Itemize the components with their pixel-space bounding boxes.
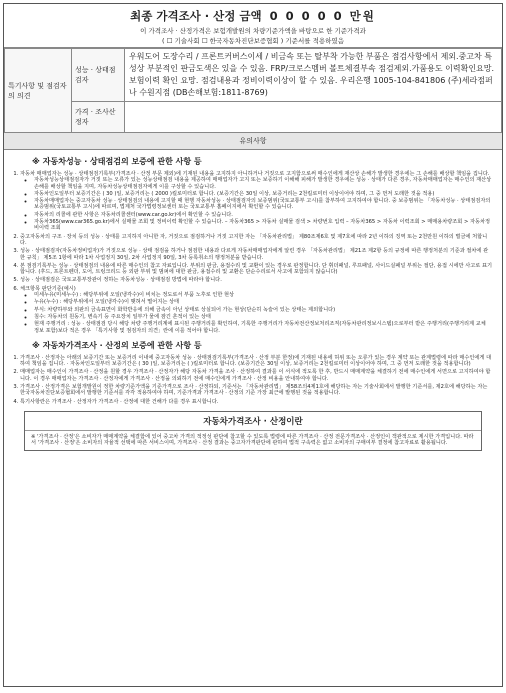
section2-title: ※ 자동차가격조사 · 산정의 보증에 관한 사항 등 [32,340,202,350]
section1-list [4,171,502,334]
section2-item: 2. 매매업자는 매수인이 가격조사 · 산정을 원할 경우 가격조사 · 산정자가 해당 자동차 가격을 조사 · 산정하여 결과를 이 서식에 적도록 한 후, 반드시 매매계약을 체결하기 전에 매수인에게 서면으로 고지하여야 합니다. 이 경우 매매업자는 가격조사 · 산정자에게 가격조사 · 산정을 의뢰하기 전에 매수인에게 가격조사 · 산정 비용을 안내하여야 합니다. [20,369,492,382]
section1-item [20,263,492,276]
opinion-label: 특기사항 및 점검자의 의견 [5,49,72,133]
section1-subitem: ◦ 누유(누수) : 해당부위에서 오일(냉각수)이 맺혀서 떨어지는 상태 [34,299,492,305]
section1-item-text: 3. 성능 · 상태점검자(자동차정비업자)가 거짓으로 성능 · 상태 점검을 하거나 점검한 내용과 다르게 자동차매매업자에게 알린 경우 「자동차관리법」 제21조 제2항 등의 규정에 따른 행정처분의 기준과 절차에 관한 규칙」 제5조 1항에 따라 1차 사업정지 30일, 2차 사업정지 90일, 3차 등록취소의 행정처분을 받습니다. [20,248,489,261]
section1-item [20,234,492,247]
section1-item [20,277,492,283]
section1-sublist [20,292,492,334]
section1-subitem: ◦ 자동차매매업자는 중고자동차 성능 · 상태점검의 내용에 고지할 때 현행 자동차성능 · 상태점검자의 보증범위(국토교통부 고시)를 참부하여 고지하여야 합니다. 중 보증범위는 「자동차성능 · 상태점검자의 보증범위(국토교통부 고시)에 따르며, 법제처 국가법령정보센터 또는 국토교통부 홈페이지에서 확인할 수 있습니다. [34,198,492,211]
appraiser-opinion [125,102,502,133]
check-tail: 기준서를 적용하였음 [285,37,344,45]
check-label-1: 기술사회 [174,37,200,45]
asterisk-icon: ※ [32,157,40,166]
price-subtitle: 이 가격조사 · 산정가격은 보험개발원의 차량기준가액을 바탕으로 한 기준가격과 [140,27,366,35]
box-text: ※ '가격조사 · 산정'은 소비자가 매매계약을 체결함에 있어 중고차 가격의 적정성 판단에 참고할 수 있도록 법령에 따른 가격조사 · 산정 전문가격조사 · 산정인이 객관적으로 제시한 가격입니다. 따라서 '가격조사 · 산정'은 소비자의 자율적 선택에 따른 서비스이며, 가격조사 · 산정 결과는 중고자가격판단에 관하여 법적 구속력은 없고 소비자의 구매여부 결정에 참고자료로 활용됩니다. [31,433,474,447]
appraiser-label: 가격 · 조사산정자 [72,102,125,133]
section2-list [4,355,502,405]
section1-subitem: ◦ 자동차성능상태점검자가 거짓 또는 오류가 있는 성능상태점검 내용을 제공하여 매매업자가 고지 또는 보증하기 이해해 피해가 발생한 경우에는 성능 · 상태가 다른 경우, 자동차매매업자는 매수인의 재산상 손해를 배상할 책임을 지며, 자동차성능상태점검자에게 이를 구상할 수 있습니다. [34,177,492,190]
section2-item: 1. 가격조사 · 산정자는 아래의 보증기간 또는 보증거리 이내에 중고자동차 성능 · 상태점검기록부(가격조사 · 산정 부분 한정)에 기재된 내용에 허위 또는 오류가 있는 경우 계약 또는 관계법령에 따라 매수인에게 대하여 책임을 집니다. · 자동차인도일부터 보증기간은 ( 30 )일, 보증거리는 ( )킬로미터로 합니다. (보증기간은 30일 이상, 보증거리는 2천킬로미터 이상이어야 하며, 그 중 먼저 도래한 것을 적용합니다) [20,355,492,368]
price-title: 최종 가격조사 · 산정 금액 [130,9,262,23]
inspection-record-page [3,3,503,687]
section2-item: 4. 특기사항란은 가격조사 · 산정자가 가격조사 · 산정에 대한 건해가 다를 경우 표시합니다. [20,399,492,405]
section1-subitem: ◦ 현재 주행거리 : 성능 · 상태점검 당시 해당 차량 주행거리계에 표시된 주행거리를 확인하여, 기록한 주행거리가 자동차전산정보처리조직(자동차관리정보시스템)으로부터 받은 주행거리(주행거리계 교체 정보 포함)보다 적은 경우 「특기사항 및 점검자의 의견」란에 이를 적어야 합니다. [34,321,492,334]
section1-subitem: ◦ 자동차의 리콜에 관한 사항은 자동차리콜센터(www.car.go.kr)에서 확인할 수 있습니다. [34,212,492,218]
price-amount: 0 0 0 0 0 만원 [269,9,376,23]
price-header: 최종 가격조사 · 산정 금액 0 0 0 0 0 만원 이 가격조사 · 산정가격은 보험개발원의 차량기준가액을 바탕으로 한 기준가격과 ( ☐ 기술사회 ☐ 한국자동차진단보증협회 ) 기준서를 적용하였음 [4,4,502,48]
asterisk-icon: ※ [32,340,40,350]
section1-item-text: 2. 중고자동차의 구조 · 장치 등의 성능 · 상태를 고지하지 아니한 자, 거짓으로 점검하거나 거짓 고지한 자는 「자동차관리법」 제80조제6호 및 제7호에 따라 2년 이하의 징역 또는 2천만원 이하의 벌금에 처합니다. [20,233,488,246]
notice-band: 유의사항 [4,133,502,150]
checkbox-icon[interactable]: ☐ [201,37,208,45]
section1-subitem: ◦ 자동차인도일부터 보증기간은 ( 30 )일, 보증거리는 ( 2000 )킬로미터로 합니다. (보증기간은 30일 이상, 보증거리는 2천킬로미터 이상이어야 하며, 그 중 먼저 도래한 것을 적용) [34,191,492,197]
section1-subitem: ◦ 침수: 자동차의 원동기, 변속기 등 주요장치 일부가 물에 잠긴 흔적이 있는 상태 [34,314,492,320]
section1-subitem: ◦ 미세누유(미세누수) : 해당부위에 오일(냉각수)이 비치는 정도로서 부품 노후로 인한 현상 [34,292,492,298]
section1-item-text: 5. 성능 · 상태점검은 국토교통부장관이 정하는 자동차성능 · 상태점검 방법에 따라야 합니다. [20,277,222,284]
check-label-2: 한국자동차진단보증협회 [209,37,279,45]
section1-item [20,248,492,261]
section1-item [20,286,492,334]
section1-subitem: ◦ 부식: 차량하부와 외판의 금속표면이 화학반응에 의해 금속이 아닌 상태로 상실되어 가는 현상(단순히 녹슬어 있는 상태는 제외합니다) [34,307,492,313]
inspector-label: 성능 · 상태점검자 [72,49,125,102]
section1-item-text: 6. 체크항목 판단기준(예시) [20,285,76,292]
section1-item [20,171,492,232]
section1-item-text: 1. 자동차 매매업자는 성능 · 상태점검기록부(가격조사 · 산정 부문 제외)에 기재된 내용을 고지하지 아니하거나 거짓으로 고지함으로써 매수인에게 재산상 손해가 발생한 경우에는 그 손해를 배상할 책임을 집니다. [20,171,490,177]
inspector-opinion: 우워도어 도장수리 / 프론트커버스이세 / 비금속 또는 탈부착 가능한 부품은 점검사항에서 제외.중고차 특성상 부분적인 판금도색은 있을 수 있음. FRP/크로스멤버 볼트체결부속 점검제외.가품용도 이력확인요망.보험이력 확인 요망. 점검내용과 정비이력이상이 할 수 있음. 우리은행 1005-104-841806 (주)세라점퍼나 수원지점 (DB손해보험:1811-8769) [125,49,502,102]
section1-sublist [20,177,492,231]
section1-item-text: 4. 본 점검기록부는 성능 · 상태점검의 내용에 따른 매수인의 참고 자료입니다. 부위의 판금, 용접수리 및 교환이 있는 경우로 판정합니다. 단 휘더패널, 루프패널, 사이드실패널 부위는 절단, 용접 시에만 사고로 표기합니다. (후드, 프론트펜더, 도어, 트렁크리드 등 외판 부위 및 범퍼에 대한 판금, 용접수리 및 교환은 단순수리로서 사고에 포함되지 않습니다) [20,262,492,276]
section2-item: 3. 가격조사 · 산정가격은 보험개발원이 정한 차량기준가액을 기준가격으로 조사 · 산정하되, 기준서는 「자동차관리법」 제58조의4제1호에 해당하는 자는 기술사회에서 발행한 기준서를, 제2호에 해당하는 자는 한국자동차진단보증협회에서 발행한 기준서를 각각 적용하여야 하며, 기준가격과 가격조사 · 산정의 기준 가장 최근에 발행된 것을 적용합니다. [20,384,492,397]
section1-title: ※ 자동차성능 · 상태점검의 보증에 관한 사항 등 [32,157,202,166]
section1-subitem: ◦ 자동차365(www.car365.go.kr)에서 실매물 조회 및 정비이력 확인할 수 있습니다. – 자동차365 > 자동차 실매물 검색 > 차량번호 입력 – 자동차365 > 자동차 이력조회 > 매매용차량조회 > 자동차정비이력 조회 [34,219,492,232]
opinion-table [4,48,502,133]
appraisal-info-box [24,411,482,451]
box-title: 자동차가격조사 · 산정이란 [25,412,481,431]
checkbox-icon[interactable]: ☐ [166,37,173,45]
